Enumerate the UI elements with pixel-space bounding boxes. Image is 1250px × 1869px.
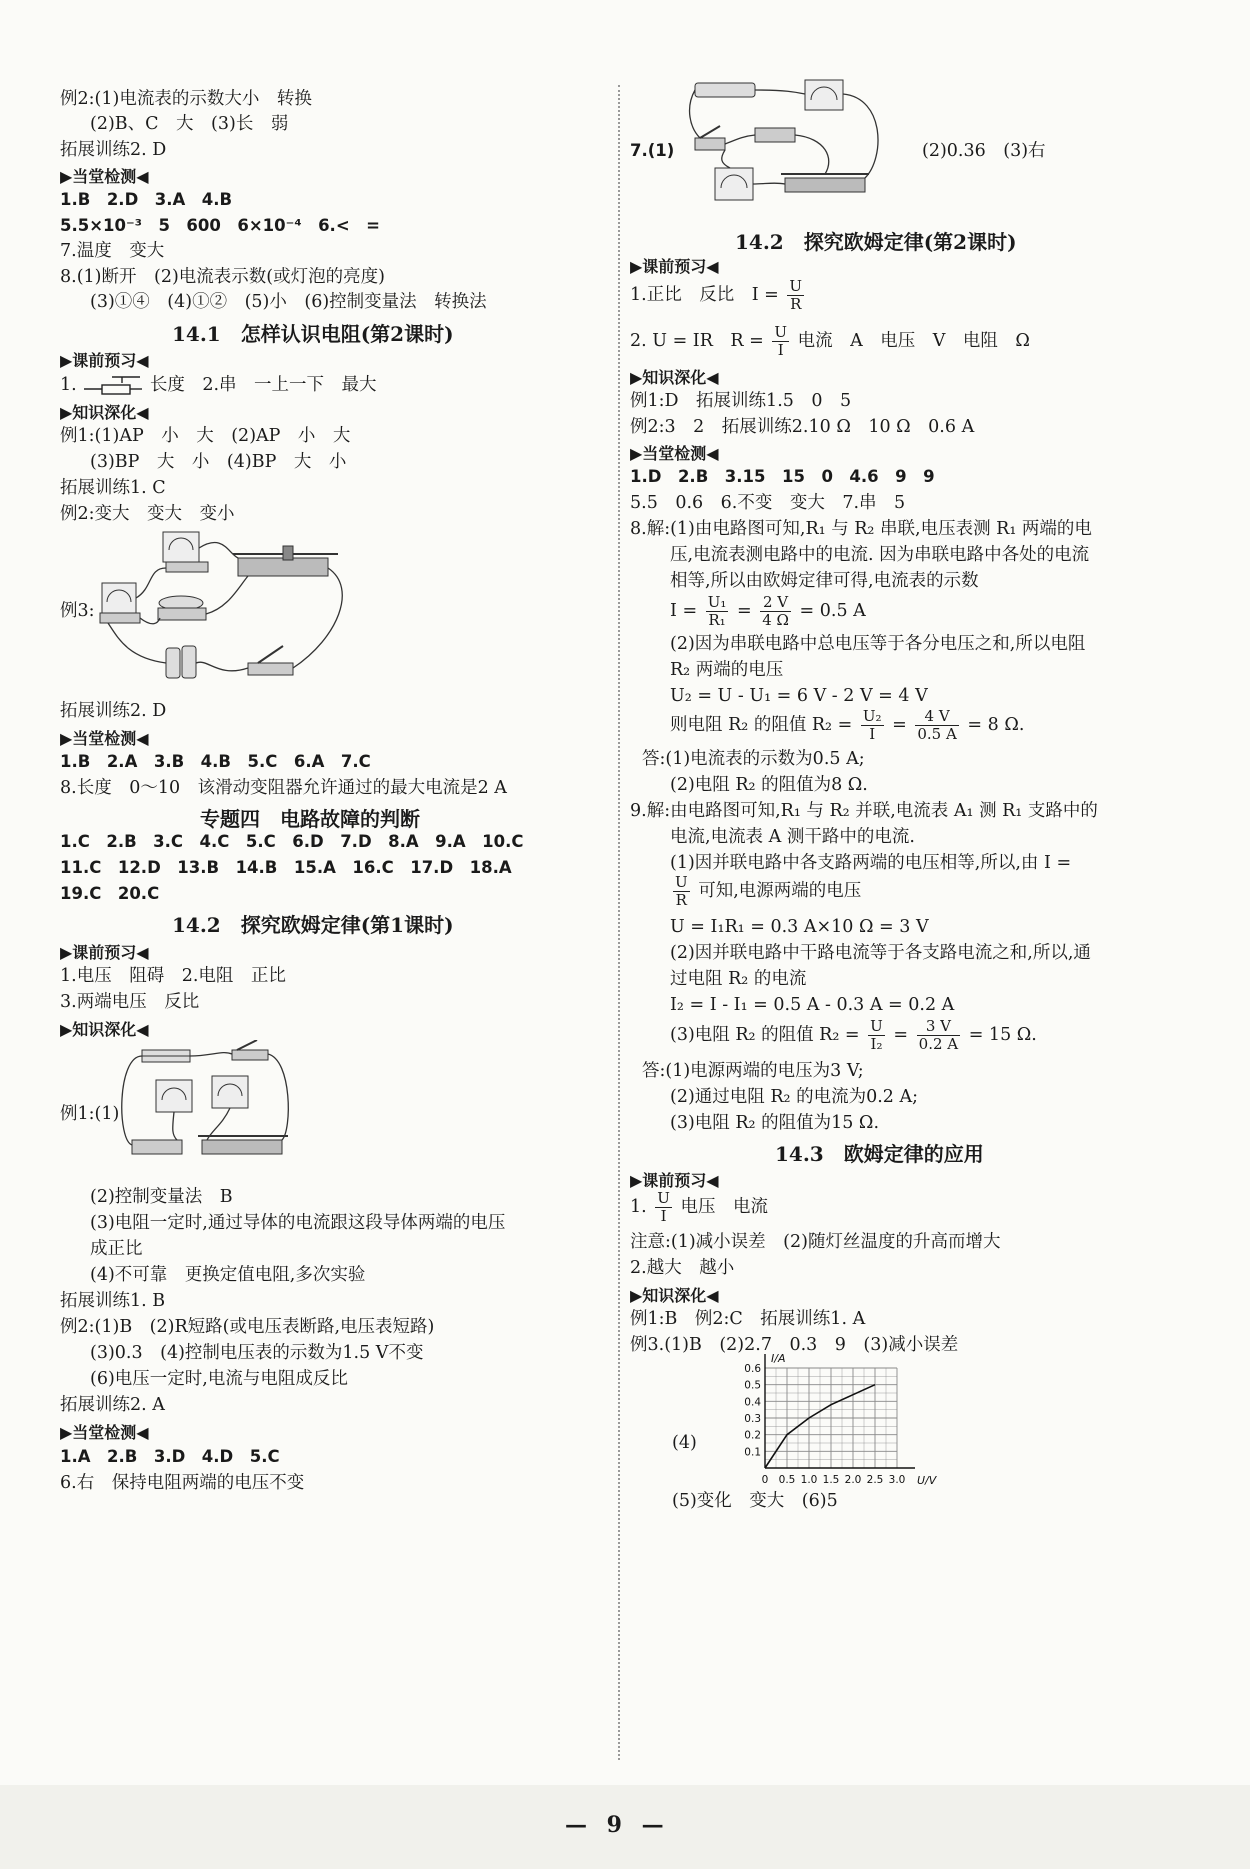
fraction (655, 1190, 672, 1225)
answer-line: (2)因并联电路中干路电流等于各支路电流之和,所以,通 (670, 943, 1091, 963)
answer-line: 1.B 2.D 3.A 4.B (60, 190, 233, 209)
denominator: R₁ (708, 611, 726, 629)
section-title: 14.2 探究欧姆定律(第1课时) (172, 913, 454, 937)
answer-text: 1.正比 反比 I = (630, 285, 779, 305)
x-tick-label: 1.0 (800, 1474, 818, 1486)
answer-line (630, 1190, 768, 1225)
section-marker: ▶当堂检测◀ (60, 1423, 149, 1442)
answer-line: 拓展训练1. C (60, 478, 166, 498)
numerator: U (789, 277, 803, 295)
answer-text: 则电阻 R₂ 的阻值 R₂ = (670, 715, 853, 735)
answer-text: = (892, 715, 907, 735)
x-tick-label: 2.5 (866, 1474, 884, 1486)
fraction (861, 708, 884, 743)
answer-line: 11.C 12.D 13.B 14.B 15.A 16.C 17.D 18.A (60, 858, 512, 877)
circuit-diagram-q7 (685, 78, 915, 208)
answer-line: (2)因为串联电路中总电压等于各分电压之和,所以电阻 (670, 634, 1086, 654)
answer-line: 2.越大 越小 (630, 1258, 735, 1278)
numerator: U₂ (862, 707, 882, 725)
y-tick-label: 0.3 (744, 1413, 761, 1425)
section-marker: ▶课前预习◀ (630, 257, 719, 276)
denominator: I₂ (870, 1035, 883, 1053)
section-marker: ▶课前预习◀ (60, 943, 149, 962)
answer-line: 6.右 保持电阻两端的电压不变 (60, 1473, 305, 1493)
answer-line: R₂ 两端的电压 (670, 660, 784, 680)
section-marker: ▶课前预习◀ (60, 351, 149, 370)
answer-line: 5.5 0.6 6.不变 变大 7.串 5 (630, 493, 906, 513)
section-title: 专题四 电路故障的判断 (200, 807, 420, 831)
answer-line: 例1:D 拓展训练1.5 0 5 (630, 391, 852, 411)
answer-line: 例1:(1)AP 小 大 (2)AP 小 大 (60, 426, 351, 446)
answer-line: 1.D 2.B 3.15 15 0 4.6 9 9 (630, 467, 935, 486)
x-axis-label: U/V (917, 1474, 937, 1487)
y-tick-label: 0.4 (744, 1396, 761, 1409)
denominator: 0.2 A (918, 1035, 959, 1053)
column-divider (618, 85, 620, 1760)
answer-line: 例3: (60, 601, 95, 621)
answer-line: 3.两端电压 反比 (60, 992, 200, 1012)
answer-line: (2)控制变量法 B (90, 1187, 233, 1207)
resistor-icon (755, 128, 795, 142)
section-title: 14.1 怎样认识电阻(第2课时) (172, 322, 454, 346)
battery-icon (166, 648, 180, 678)
answer-line: (5)变化 变大 (6)5 (672, 1491, 838, 1511)
answer-line: (3)0.3 (4)控制电压表的示数为1.5 V不变 (90, 1343, 424, 1363)
denominator: I (777, 341, 784, 359)
item-number: 1. (630, 1197, 647, 1217)
answer-line: (2)B、C 大 (3)长 弱 (90, 114, 289, 134)
fraction (772, 324, 789, 359)
numerator: 2 V (760, 594, 791, 612)
rheostat-symbol-icon (82, 375, 144, 397)
answer-line: 例3.(1)B (2)2.7 0.3 9 (3)减小误差 (630, 1335, 959, 1355)
answer-line: 答:(1)电源两端的电压为3 V; (642, 1061, 864, 1081)
answer-line: 压,电流表测电路中的电流. 因为串联电路中各处的电流 (670, 545, 1090, 565)
x-tick-label: 3.0 (888, 1474, 906, 1486)
answer-line (60, 374, 377, 397)
answer-line: 1.A 2.B 3.D 4.D 5.C (60, 1447, 280, 1466)
y-tick-label: 0.6 (744, 1363, 761, 1375)
numerator: U (774, 323, 788, 341)
answer-line: 拓展训练2. A (60, 1395, 165, 1415)
answer-line: (3)电阻 R₂ 的阻值为15 Ω. (670, 1113, 880, 1133)
x-tick-label: 2.0 (844, 1474, 862, 1486)
answer-line: 5.5×10⁻³ 5 600 6×10⁻⁴ 6.< = (60, 216, 380, 235)
x-tick-label: 1.5 (822, 1474, 840, 1486)
numerator: U (657, 1189, 670, 1207)
answer-text: = 0.5 A (799, 601, 866, 621)
circuit-diagram-example1 (112, 1040, 362, 1170)
circuit-diagram-example3 (98, 528, 388, 698)
numerator: U₁ (707, 593, 727, 611)
answer-line: (6)电压一定时,电流与电阻成反比 (90, 1369, 348, 1389)
answer-line (630, 278, 807, 313)
answer-line: 拓展训练2. D (60, 140, 167, 160)
answer-line: 1.电压 阻碍 2.电阻 正比 (60, 966, 286, 986)
answer-line: 相等,所以由欧姆定律可得,电流表的示数 (670, 571, 979, 591)
answer-text: 电压 电流 (680, 1197, 769, 1217)
voltmeter-icon (212, 1076, 248, 1108)
rheostat-icon (202, 1140, 282, 1154)
denominator: I (660, 1207, 667, 1225)
battery-icon (695, 83, 755, 97)
denominator: R (790, 295, 802, 313)
section-marker: ▶当堂检测◀ (60, 729, 149, 748)
y-tick-label: 0.2 (744, 1429, 761, 1442)
section-marker: ▶知识深化◀ (60, 1020, 149, 1039)
answer-line: (2)电阻 R₂ 的阻值为8 Ω. (670, 775, 868, 795)
voltmeter-icon (805, 80, 843, 110)
answer-text: = 8 Ω. (967, 715, 1025, 735)
ammeter-icon (163, 532, 199, 562)
answer-line: (4) (672, 1433, 697, 1453)
answer-line: 拓展训练1. B (60, 1291, 166, 1311)
fraction (760, 594, 791, 629)
answer-line: 例1:B 例2:C 拓展训练1. A (630, 1309, 866, 1329)
denominator: 4 Ω (762, 611, 789, 629)
answer-line: 1.C 2.B 3.C 4.C 5.C 6.D 7.D 8.A 9.A 10.C (60, 832, 524, 851)
answer-text: = (893, 1025, 909, 1045)
answer-line: 注意:(1)减小误差 (2)随灯丝温度的升高而增大 (630, 1232, 1001, 1252)
answer-line: 答:(1)电流表的示数为0.5 A; (642, 749, 865, 769)
denominator: 0.5 A (917, 725, 957, 743)
section-marker: ▶知识深化◀ (60, 403, 149, 422)
fraction (868, 1018, 885, 1053)
fraction (917, 1018, 960, 1053)
section-marker: ▶当堂检测◀ (60, 167, 149, 186)
answer-text: 长度 2.串 一上一下 最大 (149, 375, 377, 395)
denominator: I (869, 725, 876, 743)
x-tick-label: 0 (761, 1474, 769, 1486)
answer-line: 拓展训练2. D (60, 701, 167, 721)
section-marker: ▶课前预习◀ (630, 1171, 719, 1190)
page-number: — 9 — (565, 1812, 670, 1838)
switch-icon (232, 1050, 268, 1060)
answer-line: U = I₁R₁ = 0.3 A×10 Ω = 3 V (670, 917, 929, 937)
switch-icon (248, 663, 293, 675)
ammeter-icon (156, 1080, 192, 1112)
answer-line: 例1:(1) (60, 1104, 120, 1124)
answer-line (670, 1018, 1037, 1053)
answer-line: (3)电阻一定时,通过导体的电流跟这段导体两端的电压 (90, 1213, 506, 1233)
y-tick-label: 0.1 (744, 1446, 761, 1459)
answer-line: (2)0.36 (3)右 (922, 141, 1046, 161)
sliding-rheostat-icon (238, 558, 328, 576)
answer-line: 过电阻 R₂ 的电流 (670, 969, 807, 989)
fraction (915, 708, 958, 743)
numerator: U (675, 873, 688, 891)
answer-text: = 15 Ω. (968, 1025, 1037, 1045)
fraction (706, 594, 729, 629)
x-tick-label: 0.5 (778, 1474, 796, 1486)
answer-line: (4)不可靠 更换定值电阻,多次实验 (90, 1265, 366, 1285)
answer-line: U₂ = U - U₁ = 6 V - 2 V = 4 V (670, 686, 928, 706)
answer-line: 成正比 (90, 1239, 143, 1259)
section-marker: ▶当堂检测◀ (630, 444, 719, 463)
answer-text: 可知,电源两端的电压 (698, 881, 862, 901)
answer-line: (2)通过电阻 R₂ 的电流为0.2 A; (670, 1087, 919, 1107)
answer-text: (3)电阻 R₂ 的阻值 R₂ = (670, 1025, 860, 1045)
answer-line (670, 594, 866, 629)
answer-line (670, 708, 1024, 743)
switch-icon (695, 138, 725, 150)
answer-line: 8.解:(1)由电路图可知,R₁ 与 R₂ 串联,电压表测 R₁ 两端的电 (630, 519, 1092, 539)
numerator: U (870, 1017, 883, 1035)
rheostat-icon (785, 178, 865, 192)
section-marker: ▶知识深化◀ (630, 1286, 719, 1305)
section-marker: ▶知识深化◀ (630, 368, 719, 387)
answer-line: 电流,电流表 A 测干路中的电流. (670, 827, 915, 847)
answer-line: 8.(1)断开 (2)电流表示数(或灯泡的亮度) (60, 267, 385, 287)
answer-line: 例2:(1)B (2)R短路(或电压表断路,电压表短路) (60, 1317, 435, 1337)
answer-line: 7.(1) (630, 141, 675, 160)
answer-line: 8.长度 0～10 该滑动变阻器允许通过的最大电流是2 A (60, 778, 507, 798)
numerator: 3 V (917, 1018, 960, 1036)
fraction (787, 278, 804, 313)
section-title: 14.2 探究欧姆定律(第2课时) (735, 230, 1017, 254)
section-title: 14.3 欧姆定律的应用 (775, 1142, 984, 1166)
answer-line: 例2:(1)电流表的示数大小 转换 (60, 89, 312, 109)
answer-line: 9.解:由电路图可知,R₁ 与 R₂ 并联,电流表 A₁ 测 R₁ 支路中的 (630, 801, 1098, 821)
voltmeter-icon (102, 583, 136, 613)
answer-text: = (736, 601, 752, 621)
answer-line (630, 324, 1030, 359)
iv-chart (725, 1350, 945, 1502)
answer-line: 例2:3 2 拓展训练2.10 Ω 10 Ω 0.6 A (630, 417, 975, 437)
denominator: R (675, 891, 687, 909)
ammeter-icon (715, 168, 753, 200)
answer-line (670, 874, 861, 909)
answer-line: (3)BP 大 小 (4)BP 大 小 (90, 452, 347, 472)
answer-line: 1.B 2.A 3.B 4.B 5.C 6.A 7.C (60, 752, 371, 771)
y-tick-label: 0.5 (744, 1379, 761, 1392)
answer-line: 19.C 20.C (60, 884, 160, 903)
fraction (673, 874, 690, 909)
y-axis-label: I/A (771, 1352, 786, 1365)
numerator: 4 V (915, 708, 958, 726)
answer-text: 电流 A 电压 V 电阻 Ω (797, 331, 1030, 351)
answer-text: 2. U = IR R = (630, 331, 764, 351)
answer-text: I = (670, 601, 698, 621)
answer-line: (1)因并联电路中各支路两端的电压相等,所以,由 I = (670, 853, 1072, 873)
resistor-icon (132, 1140, 182, 1154)
item-number: 1. (60, 375, 77, 395)
answer-line: 例2:变大 变大 变小 (60, 504, 235, 524)
answer-line: I₂ = I - I₁ = 0.5 A - 0.3 A = 0.2 A (670, 995, 955, 1015)
answer-line: (3)①④ (4)①② (5)小 (6)控制变量法 转换法 (90, 292, 487, 312)
answer-line: 7.温度 变大 (60, 241, 165, 261)
